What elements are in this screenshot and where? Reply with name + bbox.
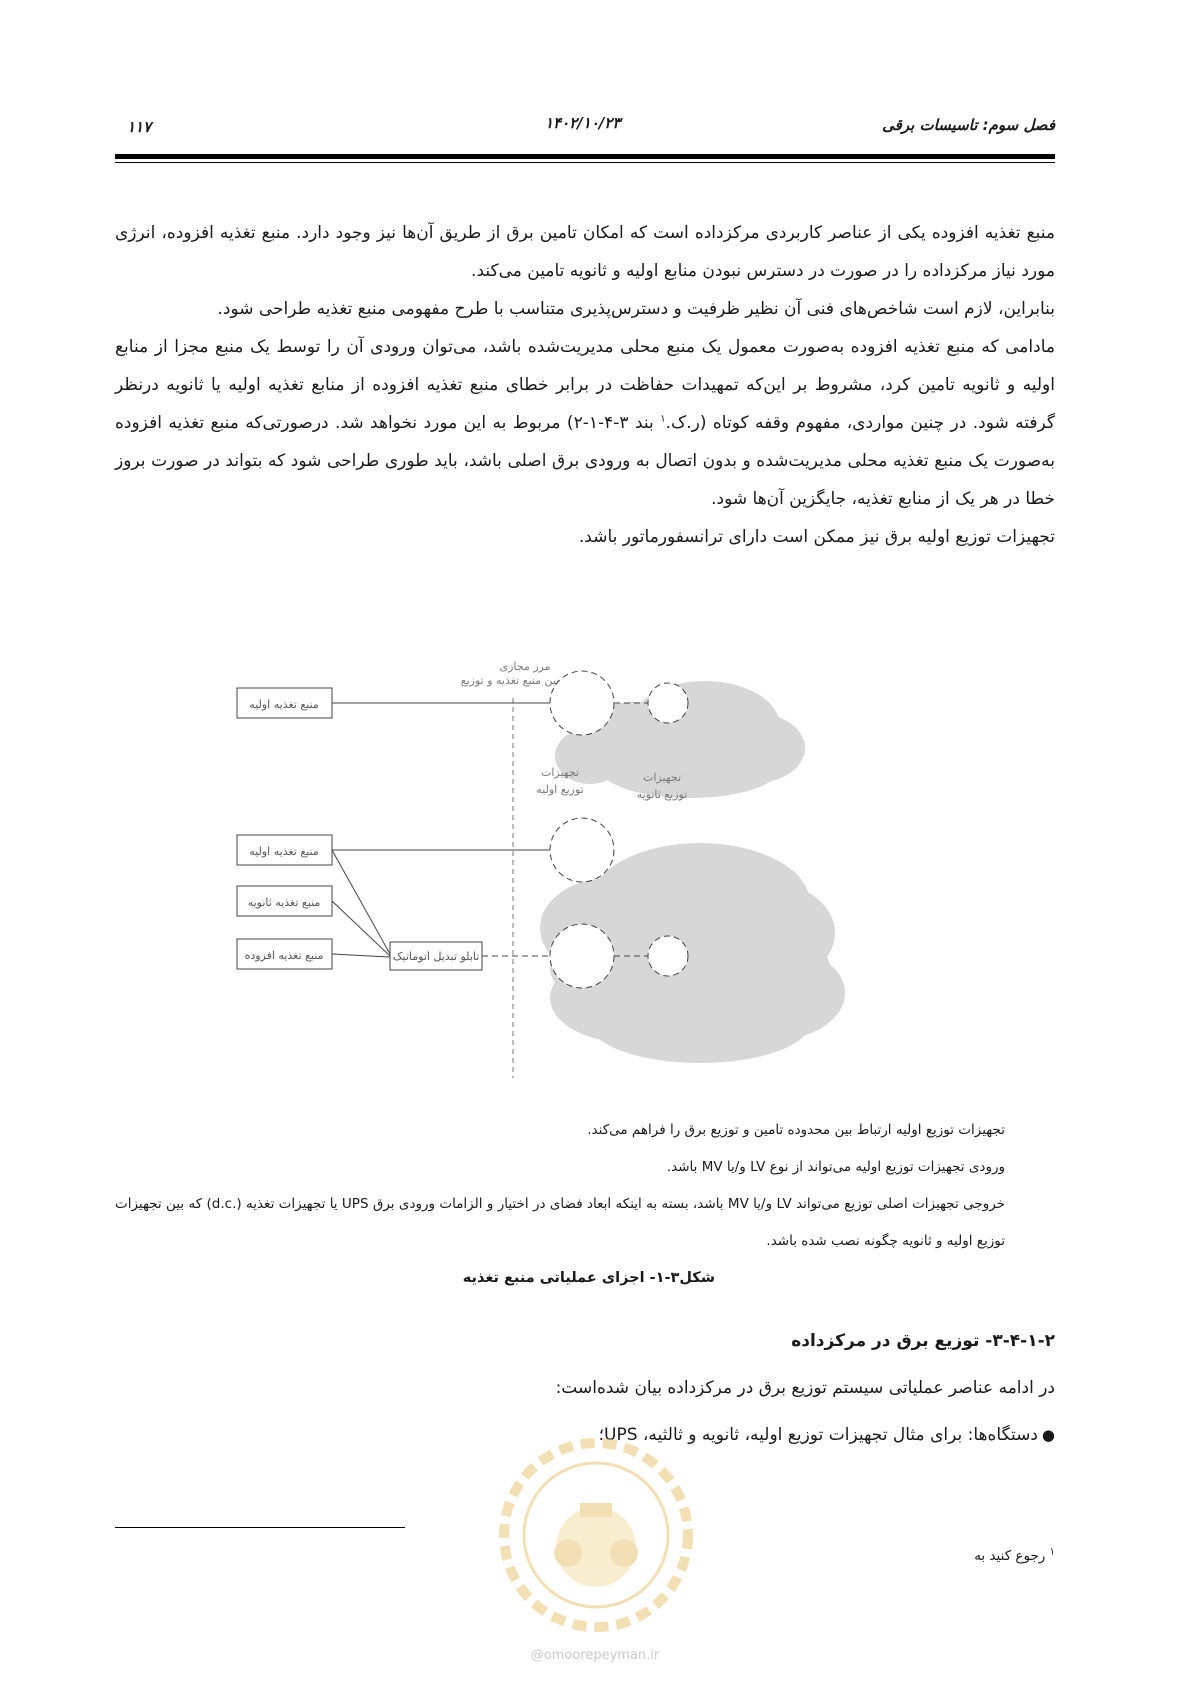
section-intro: در ادامه عناصر عملیاتی سیستم توزیع برق در مرکزداده بیان شده‌است: xyxy=(555,1378,1055,1398)
secondary-distribution-circle-2 xyxy=(648,936,688,976)
footnote-text: رجوع کنید به xyxy=(974,1548,1050,1564)
connector-line xyxy=(332,850,390,954)
boundary-label-2: بین منبع تغذیه و توزیع xyxy=(460,674,560,687)
additional-source-label: منبع تغذیه افزوده xyxy=(244,949,324,962)
body-text xyxy=(115,214,1055,556)
paragraph-3 xyxy=(115,328,1055,518)
footnote xyxy=(115,1548,1055,1564)
paragraph-3-part-b: بند ۳-۴-۱-۲) مربوط به این مورد نخواهد شد. درصورتی‌که منبع تغذیه افزوده به‌صورت یک منبع تغذیه محلی مدیریت‌شده و بدون اتصال به ورودی برق اصلی باشد، باید طوری طراحی شود که بتواند در صورت بروز خطا در هر یک از منابع تغذیه، جایگزین آن‌ها شود. xyxy=(115,413,1055,509)
watermark-url: @omoorepeyman.ir xyxy=(530,1648,660,1663)
primary-distribution-circle xyxy=(550,671,614,735)
paragraph-3-part-a: مادامی که منبع تغذیه افزوده به‌صورت معمول یک منبع محلی مدیریت‌شده باشد، می‌توان ورودی آن را توسط یک منبع مجزا از منابع اولیه و ثانویه تامین کرد، مشروط بر این‌که تمهیدات حفاظت در برابر خطای منبع تغذیه افزوده از منابع تغذیه اولیه یا ثانویه درنظر گرفته شود. در چنین مواردی، مفهوم وقفه کوتاه (ر.ک. xyxy=(115,337,1055,433)
footnote-marker: ۱ xyxy=(1049,1546,1055,1558)
label-secondary-dist-1: تجهیزات xyxy=(642,771,682,784)
chapter-title: فصل سوم: تاسیسات برقی xyxy=(882,116,1055,134)
caption-line-3: خروجی تجهیزات اصلی توزیع می‌تواند LV و/یا MV باشد، بسته به اینکه ابعاد فضای در اختیار و الزامات ورودی برق UPS یا تجهیزات تغذیه (.d.c) که بین تجهیزات توزیع اولیه و ثانویه چگونه نصب شده باشد. xyxy=(115,1196,1006,1249)
label-primary-dist-2: توزیع اولیه xyxy=(536,783,584,796)
figure-captions xyxy=(115,1112,1005,1260)
figure-power-supply-components xyxy=(244,660,870,1108)
bullet-icon: ● xyxy=(1041,1426,1055,1444)
ats-panel-label: تابلو تبدیل اتوماتیک xyxy=(392,950,480,963)
section-heading: ۳-۴-۱-۲- توزیع برق در مرکزداده xyxy=(791,1331,1055,1351)
paragraph-1: منبع تغذیه افزوده یکی از عناصر کاربردی مرکزداده است که امکان تامین برق از طریق آن‌ها نیز وجود دارد. منبع تغذیه افزوده، انرژی مورد نیاز مرکزداده را در صورت در دسترس نبودن منابع اولیه و ثانویه تامین می‌کند. xyxy=(115,223,1055,281)
connector-line xyxy=(332,954,390,957)
header-date: ۱۴۰۲/۱۰/۲۳ xyxy=(545,114,621,132)
page-header xyxy=(115,108,1055,142)
primary-source-label-top: منبع تغذیه اولیه xyxy=(249,698,319,711)
primary-source-label: منبع تغذیه اولیه xyxy=(249,845,319,858)
primary-distribution-circle-3 xyxy=(550,924,614,988)
caption-line-2: ورودی تجهیزات توزیع اولیه می‌تواند از نوع LV و/یا MV باشد. xyxy=(666,1159,1005,1175)
publisher-seal-watermark xyxy=(496,1435,696,1635)
header-rule-thick xyxy=(115,154,1055,159)
label-secondary-dist-2: توزیع ثانویه xyxy=(636,788,688,801)
secondary-source-label: منبع تغذیه ثانویه xyxy=(247,896,321,909)
header-rule-thin xyxy=(115,162,1055,163)
label-primary-dist-1: تجهیزات xyxy=(540,766,580,779)
paragraph-2: بنابراین، لازم است شاخص‌های فنی آن نظیر ظرفیت و دسترس‌پذیری متناسب با طرح مفهومی منبع تغذیه طراحی شود. xyxy=(217,299,1055,319)
caption-line-1: تجهیزات توزیع اولیه ارتباط بین محدوده تامین و توزیع برق را فراهم می‌کند. xyxy=(587,1122,1005,1138)
footnote-rule xyxy=(115,1527,405,1528)
secondary-distribution-circle xyxy=(648,683,688,723)
figure-title: شکل۳-۱- اجزای عملیاتی منبع تغذیه xyxy=(462,1270,715,1286)
list-item-text: دستگاه‌ها: برای مثال تجهیزات توزیع اولیه، ثانویه و ثالثیه، UPS؛ xyxy=(598,1425,1038,1445)
page-number: ۱۱۷ xyxy=(127,118,152,136)
footnote-ref[interactable]: ۱ xyxy=(660,413,666,425)
connector-line xyxy=(332,901,390,956)
paragraph-4: تجهیزات توزیع اولیه برق نیز ممکن است دارای ترانسفورماتور باشد. xyxy=(578,527,1055,547)
primary-distribution-circle-2 xyxy=(550,818,614,882)
boundary-label-1: مرز مجازی xyxy=(499,660,551,673)
